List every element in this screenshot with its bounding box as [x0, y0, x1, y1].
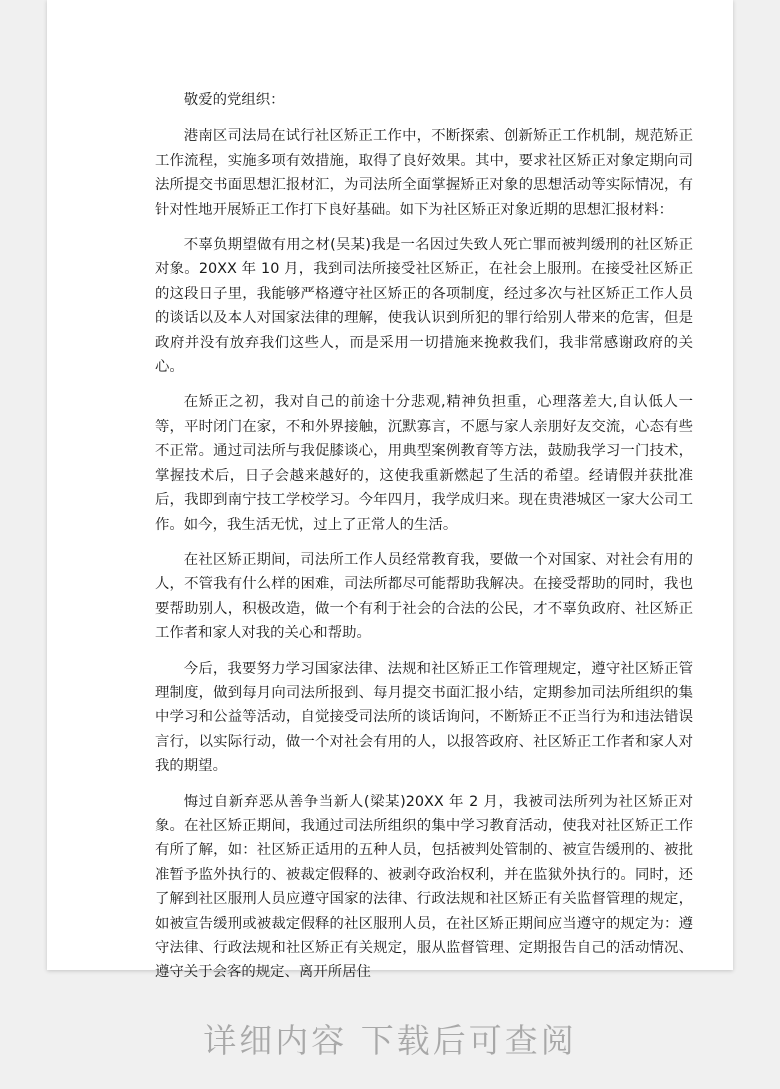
- download-prompt[interactable]: 详细内容 下载后可查阅: [203, 1021, 577, 1060]
- paragraph-liang-report: 悔过自新弃恶从善争当新人(梁某)20XX 年 2 月，我被司法所列为社区矫正对象。在社区矫正期间，我通过司法所组织的集中学习教育活动，使我对社区矫正工作有所了解，如：社区矫正适用的五种人员，包括被判处管制的、被宣告缓刑的、被批准暂予监外执行的、被裁定假释的、被剥夺政治权利，并在监狱外执行的。同时，还了解到社区服刑人员应遵守国家的法律、行政法规和社区矫正有关监督管理的规定，如被宣告缓刑或被裁定假释的社区服刑人员，在社区矫正期间应当遵守的规定为：遵守法律、行政法规和社区矫正有关规定，服从监督管理、定期报告自己的活动情况、遵守关于会客的规定、离开所居住: [155, 793, 693, 981]
- paragraph-community-help: 在社区矫正期间，司法所工作人员经常教育我，要做一个对国家、对社会有用的人，不管我有什么样的困难，司法所都尽可能帮助我解决。在接受帮助的同时，我也要帮助别人，积极改造，做一个有利于社会的合法的公民，才不辜负政府、社区矫正工作者和家人对我的关心和帮助。: [155, 551, 693, 642]
- document-page: [47, 0, 733, 981]
- document-body: [155, 88, 693, 996]
- paragraph-wu-report: 不辜负期望做有用之材(吴某)我是一名因过失致人死亡罪而被判缓刑的社区矫正对象。20XX 年 10 月，我到司法所接受社区矫正，在社会上服刑。在接受社区矫正的这段日子里，我能够严格遵守社区矫正的各项制度，经过多次与社区矫正工作人员的谈话以及本人对国家法律的理解，使我认识到所犯的罪行给别人带来的危害，但是政府并没有放弃我们这些人，而是采用一切措施来挽救我们，我非常感谢政府的关心。: [155, 237, 693, 376]
- paragraph-future-plan: 今后，我要努力学习国家法律、法规和社区矫正工作管理规定，遵守社区矫正管理制度，做到每月向司法所报到、每月提交书面汇报小结，定期参加司法所组织的集中学习和公益等活动，自觉接受司法所的谈话询问，不断矫正不正当行为和违法错误言行，以实际行动，做一个对社会有用的人，以报答政府、社区矫正工作者和家人对我的期望。: [155, 660, 693, 775]
- paragraph-intro: 港南区司法局在试行社区矫正工作中，不断探索、创新矫正工作机制，规范矫正工作流程，实施多项有效措施，取得了良好效果。其中，要求社区矫正对象定期向司法所提交书面思想汇报材汇，为司法所全面掌握矫正对象的思想活动等实际情况，有针对性地开展矫正工作打下良好基础。如下为社区矫正对象近期的思想汇报材料：: [155, 128, 693, 218]
- paragraph-early-correction: 在矫正之初，我对自己的前途十分悲观,精神负担重，心理落差大,自认低人一等，平时闭门在家，不和外界接触，沉默寡言，不愿与家人亲朋好友交流，心态有些不正常。通过司法所与我促膝谈心，用典型案例教育等方法，鼓励我学习一门技术，掌握技术后，日子会越来越好的，这使我重新燃起了生活的希望。经请假并获批准后，我即到南宁技工学校学习。今年四月，我学成归来。现在贵港城区一家大公司工作。如今，我生活无忧，过上了正常人的生活。: [155, 394, 693, 533]
- salutation: 敬爱的党组织：: [183, 92, 285, 108]
